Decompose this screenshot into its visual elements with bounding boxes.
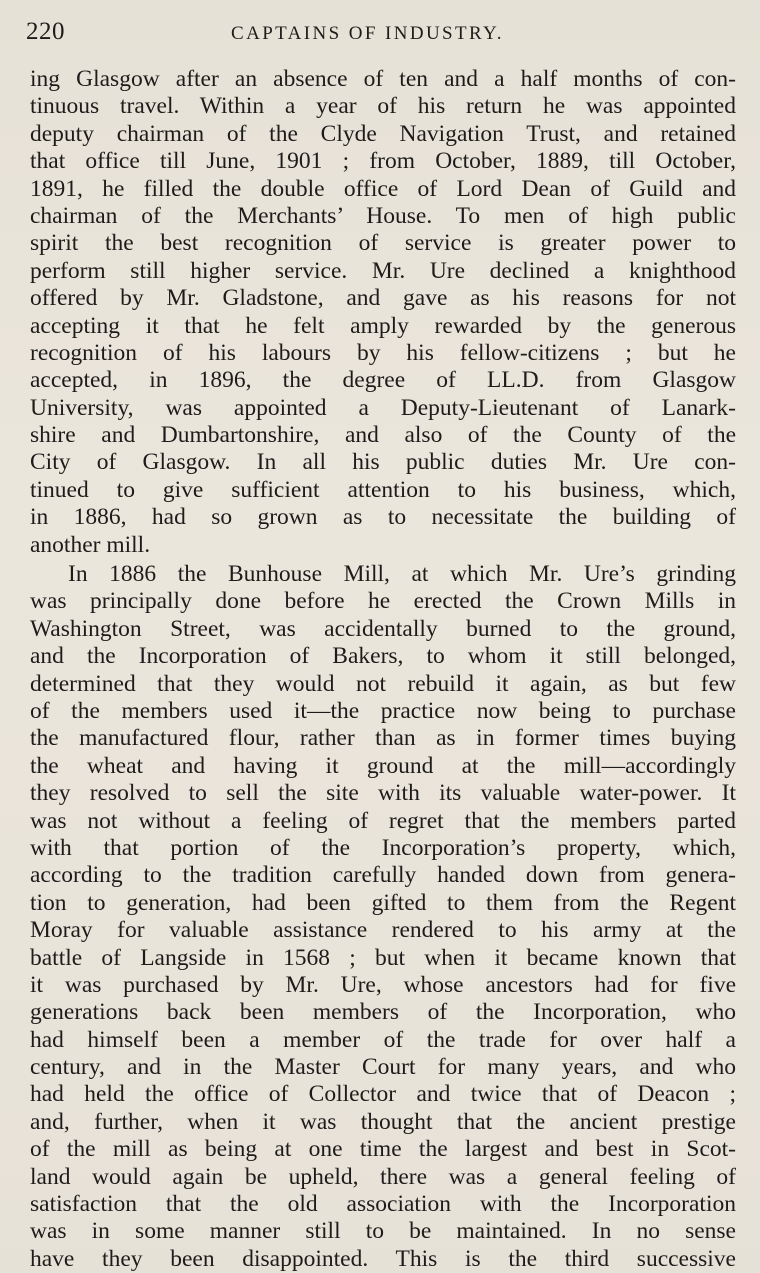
text-line: recognition of his labours by his fellow-citizens ; but he [30, 339, 736, 366]
page-header [26, 18, 736, 50]
text-line: satisfaction that the old association with the Incorporation [30, 1191, 736, 1218]
text-line: spirit the best recognition of service is greater power to [30, 230, 736, 257]
text-line: 1891, he filled the double office of Lord Dean of Guild and [30, 175, 736, 202]
text-line: in 1886, had so grown as to necessitate the building of [30, 504, 736, 531]
text-line: have they been disappointed. This is the third successive [30, 1245, 736, 1272]
body-text [30, 66, 736, 1273]
text-line: accepting it that he felt amply rewarded by the generous [30, 312, 736, 339]
paragraph-1 [30, 66, 736, 559]
text-line: offered by Mr. Gladstone, and gave as his reasons for not [30, 285, 736, 312]
text-line: chairman of the Merchants’ House. To men of high public [30, 202, 736, 229]
text-line: the wheat and having it ground at the mill—accordingly [30, 752, 736, 779]
text-line: another mill. [30, 531, 151, 558]
text-line: University, was appointed a Deputy-Lieutenant of Lanark- [30, 394, 736, 421]
text-line: it was purchased by Mr. Ure, whose ancestors had for five [30, 971, 736, 998]
text-line: tinuous travel. Within a year of his return he was appointed [30, 93, 736, 120]
running-head: CAPTAINS OF INDUSTRY. [231, 23, 504, 44]
text-line: Moray for valuable assistance rendered to his army at the [30, 917, 736, 944]
text-line: of the members used it—the practice now being to purchase [30, 697, 736, 724]
text-line: had himself been a member of the trade for over half a [30, 1026, 736, 1053]
text-line: battle of Langside in 1568 ; but when it became known that [30, 944, 736, 971]
text-line: deputy chairman of the Clyde Navigation Trust, and retained [30, 120, 736, 147]
text-line: was principally done before he erected the Crown Mills in [30, 588, 736, 615]
text-line: had held the office of Collector and twice that of Deacon ; [30, 1081, 736, 1108]
page-number: 220 [26, 18, 65, 45]
text-line: and, further, when it was thought that the ancient prestige [30, 1108, 736, 1135]
text-line: tion to generation, had been gifted to them from the Regent [30, 889, 736, 916]
text-line: generations back been members of the Incorporation, who [30, 999, 736, 1026]
text-line: City of Glasgow. In all his public duties Mr. Ure con- [30, 449, 736, 476]
text-line: land would again be upheld, there was a general feeling of [30, 1163, 736, 1190]
text-line: was not without a feeling of regret that the members parted [30, 807, 736, 834]
text-line: accepted, in 1896, the degree of LL.D. from Glasgow [30, 367, 736, 394]
text-line: determined that they would not rebuild it again, as but few [30, 670, 736, 697]
text-line: perform still higher service. Mr. Ure declined a knighthood [30, 257, 736, 284]
text-line: the manufactured flour, rather than as in former times buying [30, 725, 736, 752]
text-line: according to the tradition carefully handed down from genera- [30, 862, 736, 889]
text-line: that office till June, 1901 ; from October, 1889, till October, [30, 148, 736, 175]
text-line: shire and Dumbartonshire, and also of the County of the [30, 422, 736, 449]
text-line: with that portion of the Incorporation’s property, which, [30, 834, 736, 861]
text-line: of the mill as being at one time the largest and best in Scot- [30, 1136, 736, 1163]
text-line: and the Incorporation of Bakers, to whom it still belonged, [30, 643, 736, 670]
text-line: In 1886 the Bunhouse Mill, at which Mr. Ure’s grinding [68, 561, 736, 588]
text-line: century, and in the Master Court for many years, and who [30, 1054, 736, 1081]
text-line: tinued to give sufficient attention to his business, which, [30, 476, 736, 503]
text-line: they resolved to sell the site with its valuable water-power. It [30, 780, 736, 807]
paragraph-2 [30, 561, 736, 1273]
text-line: Washington Street, was accidentally burned to the ground, [30, 615, 736, 642]
text-line: was in some manner still to be maintained. In no sense [30, 1218, 736, 1245]
text-line: ing Glasgow after an absence of ten and a half months of con- [30, 66, 736, 92]
